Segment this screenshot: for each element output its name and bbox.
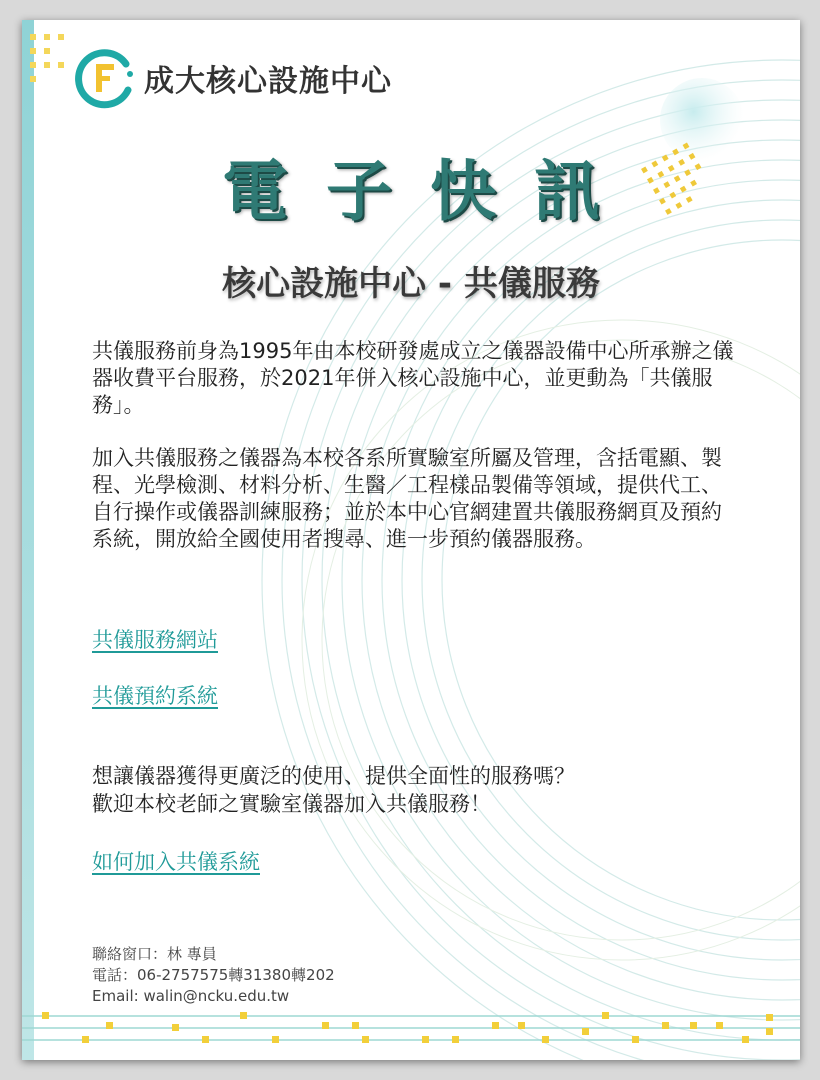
invitation-line-1: 想讓儀器獲得更廣泛的使用、提供全面性的服務嗎？ [92, 764, 575, 788]
booking-system-link[interactable]: 共儀預約系統 [92, 684, 218, 708]
section-title: 核心設施中心 - 共儀服務 [222, 264, 600, 304]
invitation-text [92, 762, 742, 818]
paragraph-history: 共儀服務前身為1995年由本校研發處成立之儀器設備中心所承辦之儀器收費平台服務，於2021年併入核心設施中心，並更動為「共儀服務」。 [92, 339, 734, 417]
article-body [92, 338, 742, 579]
contact-email: Email: walin@ncku.edu.tw [92, 987, 290, 1005]
ncku-core-facility-logo-icon [72, 46, 136, 110]
how-to-join-link[interactable]: 如何加入共儀系統 [92, 850, 260, 874]
paragraph-scope: 加入共儀服務之儀器為本校各系所實驗室所屬及管理，含括電顯、製程、光學檢測、材料分析、生醫／工程樣品製備等領域，提供代工、自行操作或儀器訓練服務；並於本中心官網建置共儀服務網頁及預約系統，開放給全國使用者搜尋、進一步預約儀器服務。 [92, 446, 722, 551]
contact-phone: 電話：06-2757575轉31380轉202 [92, 966, 335, 984]
organization-name: 成大核心設施中心 [144, 64, 392, 99]
contact-person: 聯絡窗口：林 專員 [92, 945, 217, 963]
header-logo-row [72, 48, 392, 108]
service-website-link[interactable]: 共儀服務網站 [92, 628, 218, 652]
masthead-title: 電子快訊 [222, 153, 638, 230]
contact-info [92, 944, 335, 1007]
invitation-line-2: 歡迎本校老師之實驗室儀器加入共儀服務！ [92, 792, 491, 816]
newsletter-page [22, 20, 800, 1060]
